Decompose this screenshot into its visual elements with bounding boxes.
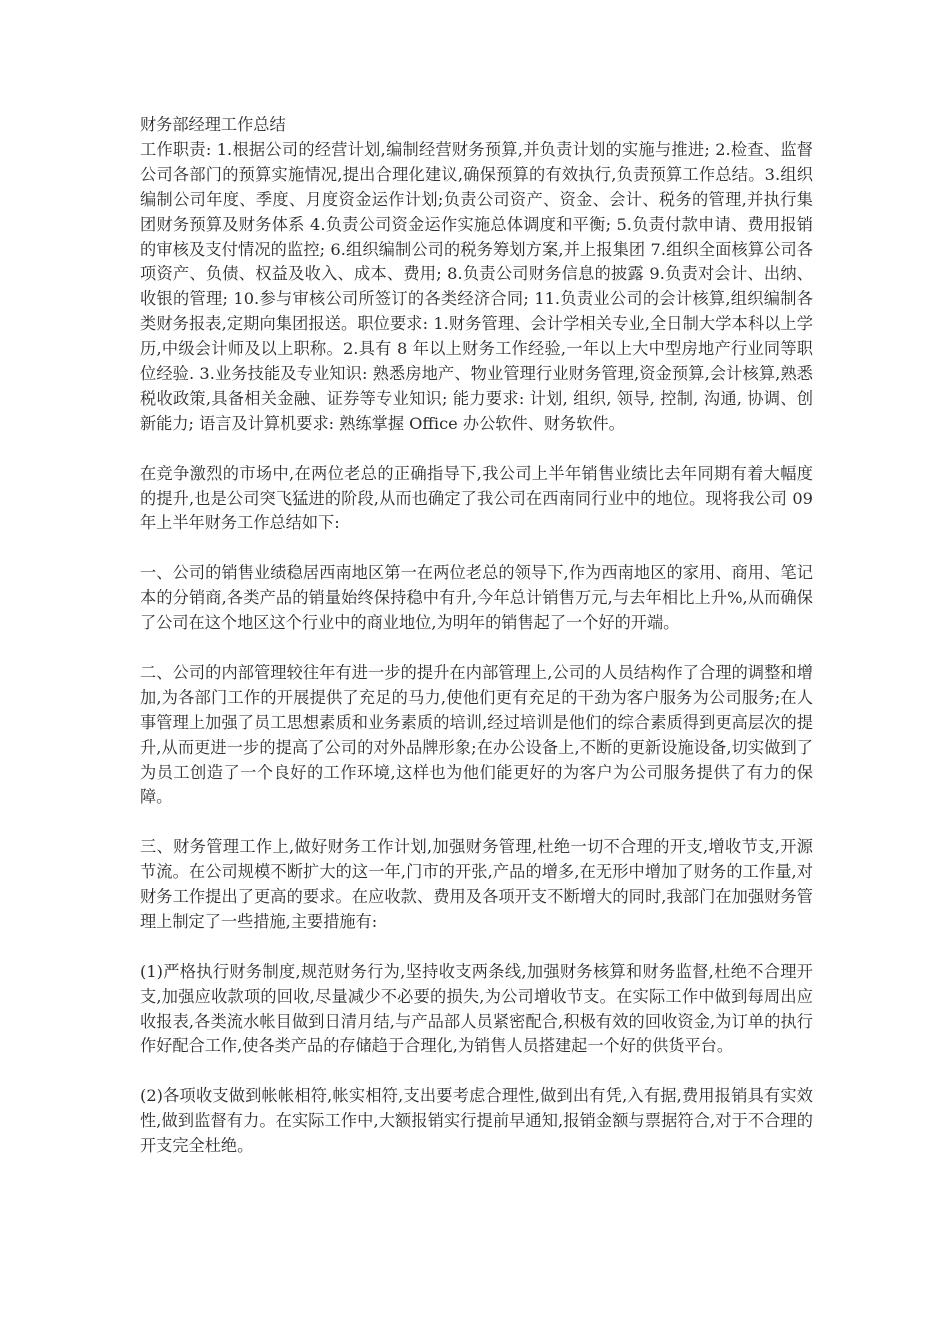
paragraph-spacer [140, 935, 813, 960]
measure-item-two-paragraph: (2)各项收支做到帐帐相符,帐实相符,支出要考虑合理性,做到出有凭,入有据,费用报销具有实效性,做到监督有力。在实际工作中,大额报销实行提前早通知,报销金额与票据符合,对于不合理的开支完全杜绝。 [140, 1086, 813, 1156]
section-two-paragraph: 二、公司的内部管理较往年有进一步的提升在内部管理上,公司的人员结构作了合理的调整和增加,为各部门工作的开展提供了充足的马力,使他们更有充足的干劲为客户服务为公司服务;在人事管理上加强了员工思想素质和业务素质的培训,经过培训是他们的综合素质得到更高层次的提升,从而更进一步的提高了公司的对外品牌形象;在办公设备上,不断的更新设施设备,切实做到了为员工创造了一个良好的工作环境,这样也为他们能更好的为客户为公司服务提供了有力的保障。 [140, 662, 813, 807]
page-title: 财务部经理工作总结 [140, 115, 286, 134]
intro-paragraph: 在竞争激烈的市场中,在两位老总的正确指导下,我公司上半年销售业绩比去年同期有着大幅度的提升,也是公司突飞猛进的阶段,从而也确定了我公司在西南同行业中的地位。现将我公司 09 年上半年财务工作总结如下: [140, 463, 813, 533]
section-one-paragraph: 一、公司的销售业绩稳居西南地区第一在两位老总的领导下,作为西南地区的家用、商用、笔记本的分销商,各类产品的销量始终保持稳中有升,今年总计销售万元,与去年相比上升%,从而确保了公司在这个地区这个行业中的商业地位,为明年的销售起了一个好的开端。 [140, 563, 813, 633]
job-duties-paragraph: 工作职责: 1.根据公司的经营计划,编制经营财务预算,并负责计划的实施与推进; 2.检查、监督公司各部门的预算实施情况,提出合理化建议,确保预算的有效执行,负责预算工作总结。3.组织编制公司年度、季度、月度资金运作计划;负责公司资产、资金、会计、税务的管理,并执行集团财务预算及财务体系 4.负责公司资金运作实施总体调度和平衡; 5.负责付款申请、费用报销的审核及支付情况的监控; 6.组织编制公司的税务筹划方案,并上报集团 7.组织全面核算公司各项资产、负债、权益及收入、成本、费用; 8.负责公司财务信息的披露 9.负责对会计、出纳、收银的管理; 10.参与审核公司所签订的各类经济合同; 11.负责业公司的会计核算,组织编制各类财务报表,定期向集团报送。职位要求: 1.财务管理、会计学相关专业,全日制大学本科以上学历,中级会计师及以上职称。2.具有 8 年以上财务工作经验,一年以上大中型房地产行业同等职位经验. 3.业务技能及专业知识: 熟悉房地产、物业管理行业财务管理,资金预算,会计核算,熟悉税收政策,具备相关金融、证券等专业知识; 能力要求: 计划, 组织, 领导, 控制, 沟通, 协调、创新能力; 语言及计算机要求: 熟练掌握 Office 办公软件、财务软件。 [140, 139, 813, 433]
paragraph-spacer [140, 536, 813, 561]
document-body [140, 113, 813, 1159]
paragraph-spacer [140, 437, 813, 462]
paragraph-spacer [140, 1059, 813, 1084]
paragraph-spacer [140, 636, 813, 661]
header-block [140, 113, 813, 437]
section-three-paragraph: 三、财务管理工作上,做好财务工作计划,加强财务管理,杜绝一切不合理的开支,增收节支,开源节流。在公司规模不断扩大的这一年,门市的开张,产品的增多,在无形中增加了财务的工作量,对财务工作提出了更高的要求。在应收款、费用及各项开支不断增大的同时,我部门在加强财务管理上制定了一些措施,主要措施有: [140, 837, 813, 931]
measure-item-one-paragraph: (1)严格执行财务制度,规范财务行为,坚持收支两条线,加强财务核算和财务监督,杜绝不合理开支,加强应收款项的回收,尽量减少不必要的损失,为公司增收节支。在实际工作中做到每周出应收报表,各类流水帐目做到日清月结,与产品部人员紧密配合,积极有效的回收资金,为订单的执行作好配合工作,使各类产品的存储趋于合理化,为销售人员搭建起一个好的供货平台。 [140, 961, 813, 1056]
paragraph-spacer [140, 810, 813, 835]
